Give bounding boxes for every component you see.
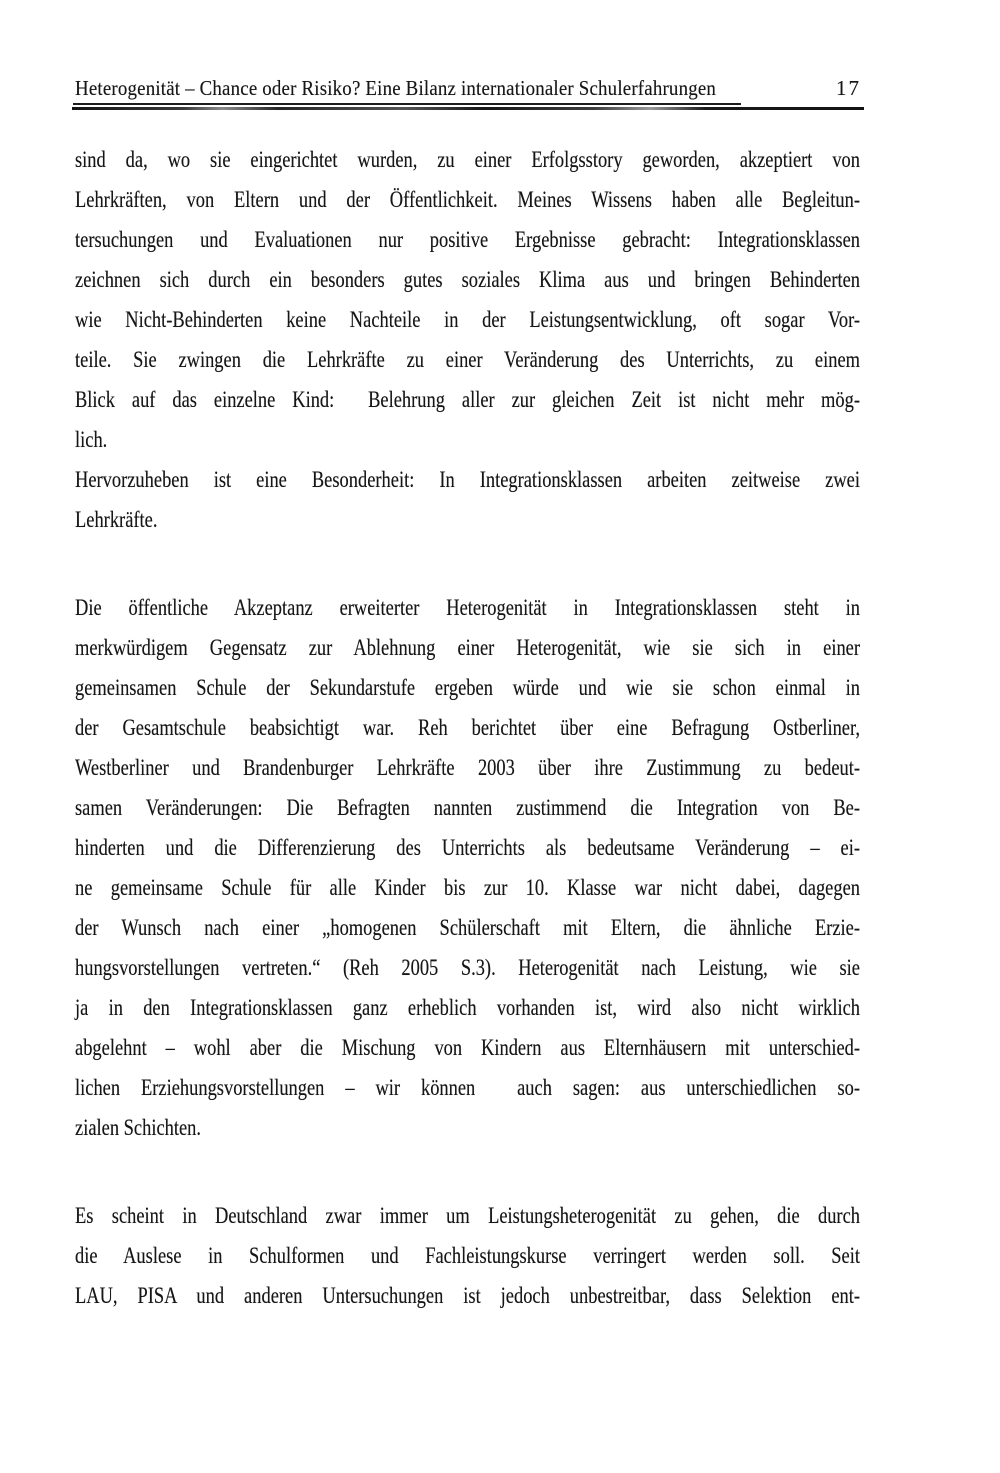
running-header	[75, 76, 861, 101]
text-line: der Wunsch nach einer „homogenen Schülerschaft mit Eltern, die ähnliche Erzie-	[75, 915, 860, 941]
text-line: zialen Schichten.	[75, 1115, 202, 1141]
text-line: wie Nicht-Behinderten keine Nachteile in der Leistungsentwicklung, oft sogar Vor-	[75, 307, 860, 333]
text-line: LAU, PISA und anderen Untersuchungen ist jedoch unbestreitbar, dass Selektion ent-	[75, 1283, 860, 1309]
text-line: lich.	[75, 427, 108, 453]
text-line: ja in den Integrationsklassen ganz erheblich vorhanden ist, wird also nicht wirklich	[75, 995, 860, 1021]
header-title: Heterogenität – Chance oder Risiko? Eine Bilanz internationaler Schulerfahrungen	[75, 76, 717, 100]
text-line: lichen Erziehungsvorstellungen – wir können auch sagen: aus unterschiedlichen so-	[75, 1075, 860, 1101]
paragraph	[75, 460, 860, 540]
paragraph	[75, 588, 860, 1148]
text-line: Die öffentliche Akzeptanz erweiterter Heterogenität in Integrationsklassen steht in	[75, 595, 860, 621]
text-line: ne gemeinsame Schule für alle Kinder bis zur 10. Klasse war nicht dabei, dagegen	[75, 875, 860, 901]
text-line: sind da, wo sie eingerichtet wurden, zu einer Erfolgsstory geworden, akzeptiert von	[75, 147, 860, 173]
text-line: tersuchungen und Evaluationen nur positive Ergebnisse gebracht: Integrationsklassen	[75, 227, 860, 253]
text-line: hinderten und die Differenzierung des Unterrichts als bedeutsame Veränderung – ei-	[75, 835, 860, 861]
text-line: hungsvorstellungen vertreten.“ (Reh 2005 S.3). Heterogenität nach Leistung, wie sie	[75, 955, 860, 981]
body-paragraphs	[75, 140, 860, 1316]
page-body	[75, 140, 860, 1316]
header-rule-top	[73, 103, 741, 105]
text-line: merkwürdigem Gegensatz zur Ablehnung einer Heterogenität, wie sie sich in einer	[75, 635, 860, 661]
text-line: Es scheint in Deutschland zwar immer um Leistungsheterogenität zu gehen, die durch	[75, 1203, 860, 1229]
text-line: der Gesamtschule beabsichtigt war. Reh berichtet über eine Befragung Ostberliner,	[75, 715, 860, 741]
text-line: Westberliner und Brandenburger Lehrkräfte 2003 über ihre Zustimmung zu bedeut-	[75, 755, 860, 781]
text-line: Lehrkräften, von Eltern und der Öffentlichkeit. Meines Wissens haben alle Begleitun-	[75, 187, 860, 213]
text-line: Lehrkräfte.	[75, 507, 158, 533]
text-line: samen Veränderungen: Die Befragten nannten zustimmend die Integration von Be-	[75, 795, 860, 821]
paragraph	[75, 140, 860, 460]
text-line: abgelehnt – wohl aber die Mischung von Kindern aus Elternhäusern mit unterschied-	[75, 1035, 860, 1061]
text-line: teile. Sie zwingen die Lehrkräfte zu einer Veränderung des Unterrichts, zu einem	[75, 347, 860, 373]
text-line: die Auslese in Schulformen und Fachleistungskurse verringert werden soll. Seit	[75, 1243, 860, 1269]
text-line: Hervorzuheben ist eine Besonderheit: In Integrationsklassen arbeiten zeitweise zwei	[75, 467, 860, 493]
header-rule-bottom	[72, 107, 864, 110]
paragraph	[75, 1196, 860, 1316]
text-line: Blick auf das einzelne Kind: Belehrung aller zur gleichen Zeit ist nicht mehr mög-	[75, 387, 860, 413]
text-line: gemeinsamen Schule der Sekundarstufe ergeben würde und wie sie schon einmal in	[75, 675, 860, 701]
text-line: zeichnen sich durch ein besonders gutes soziales Klima aus und bringen Behinderten	[75, 267, 860, 293]
page-number: 17	[836, 76, 861, 100]
